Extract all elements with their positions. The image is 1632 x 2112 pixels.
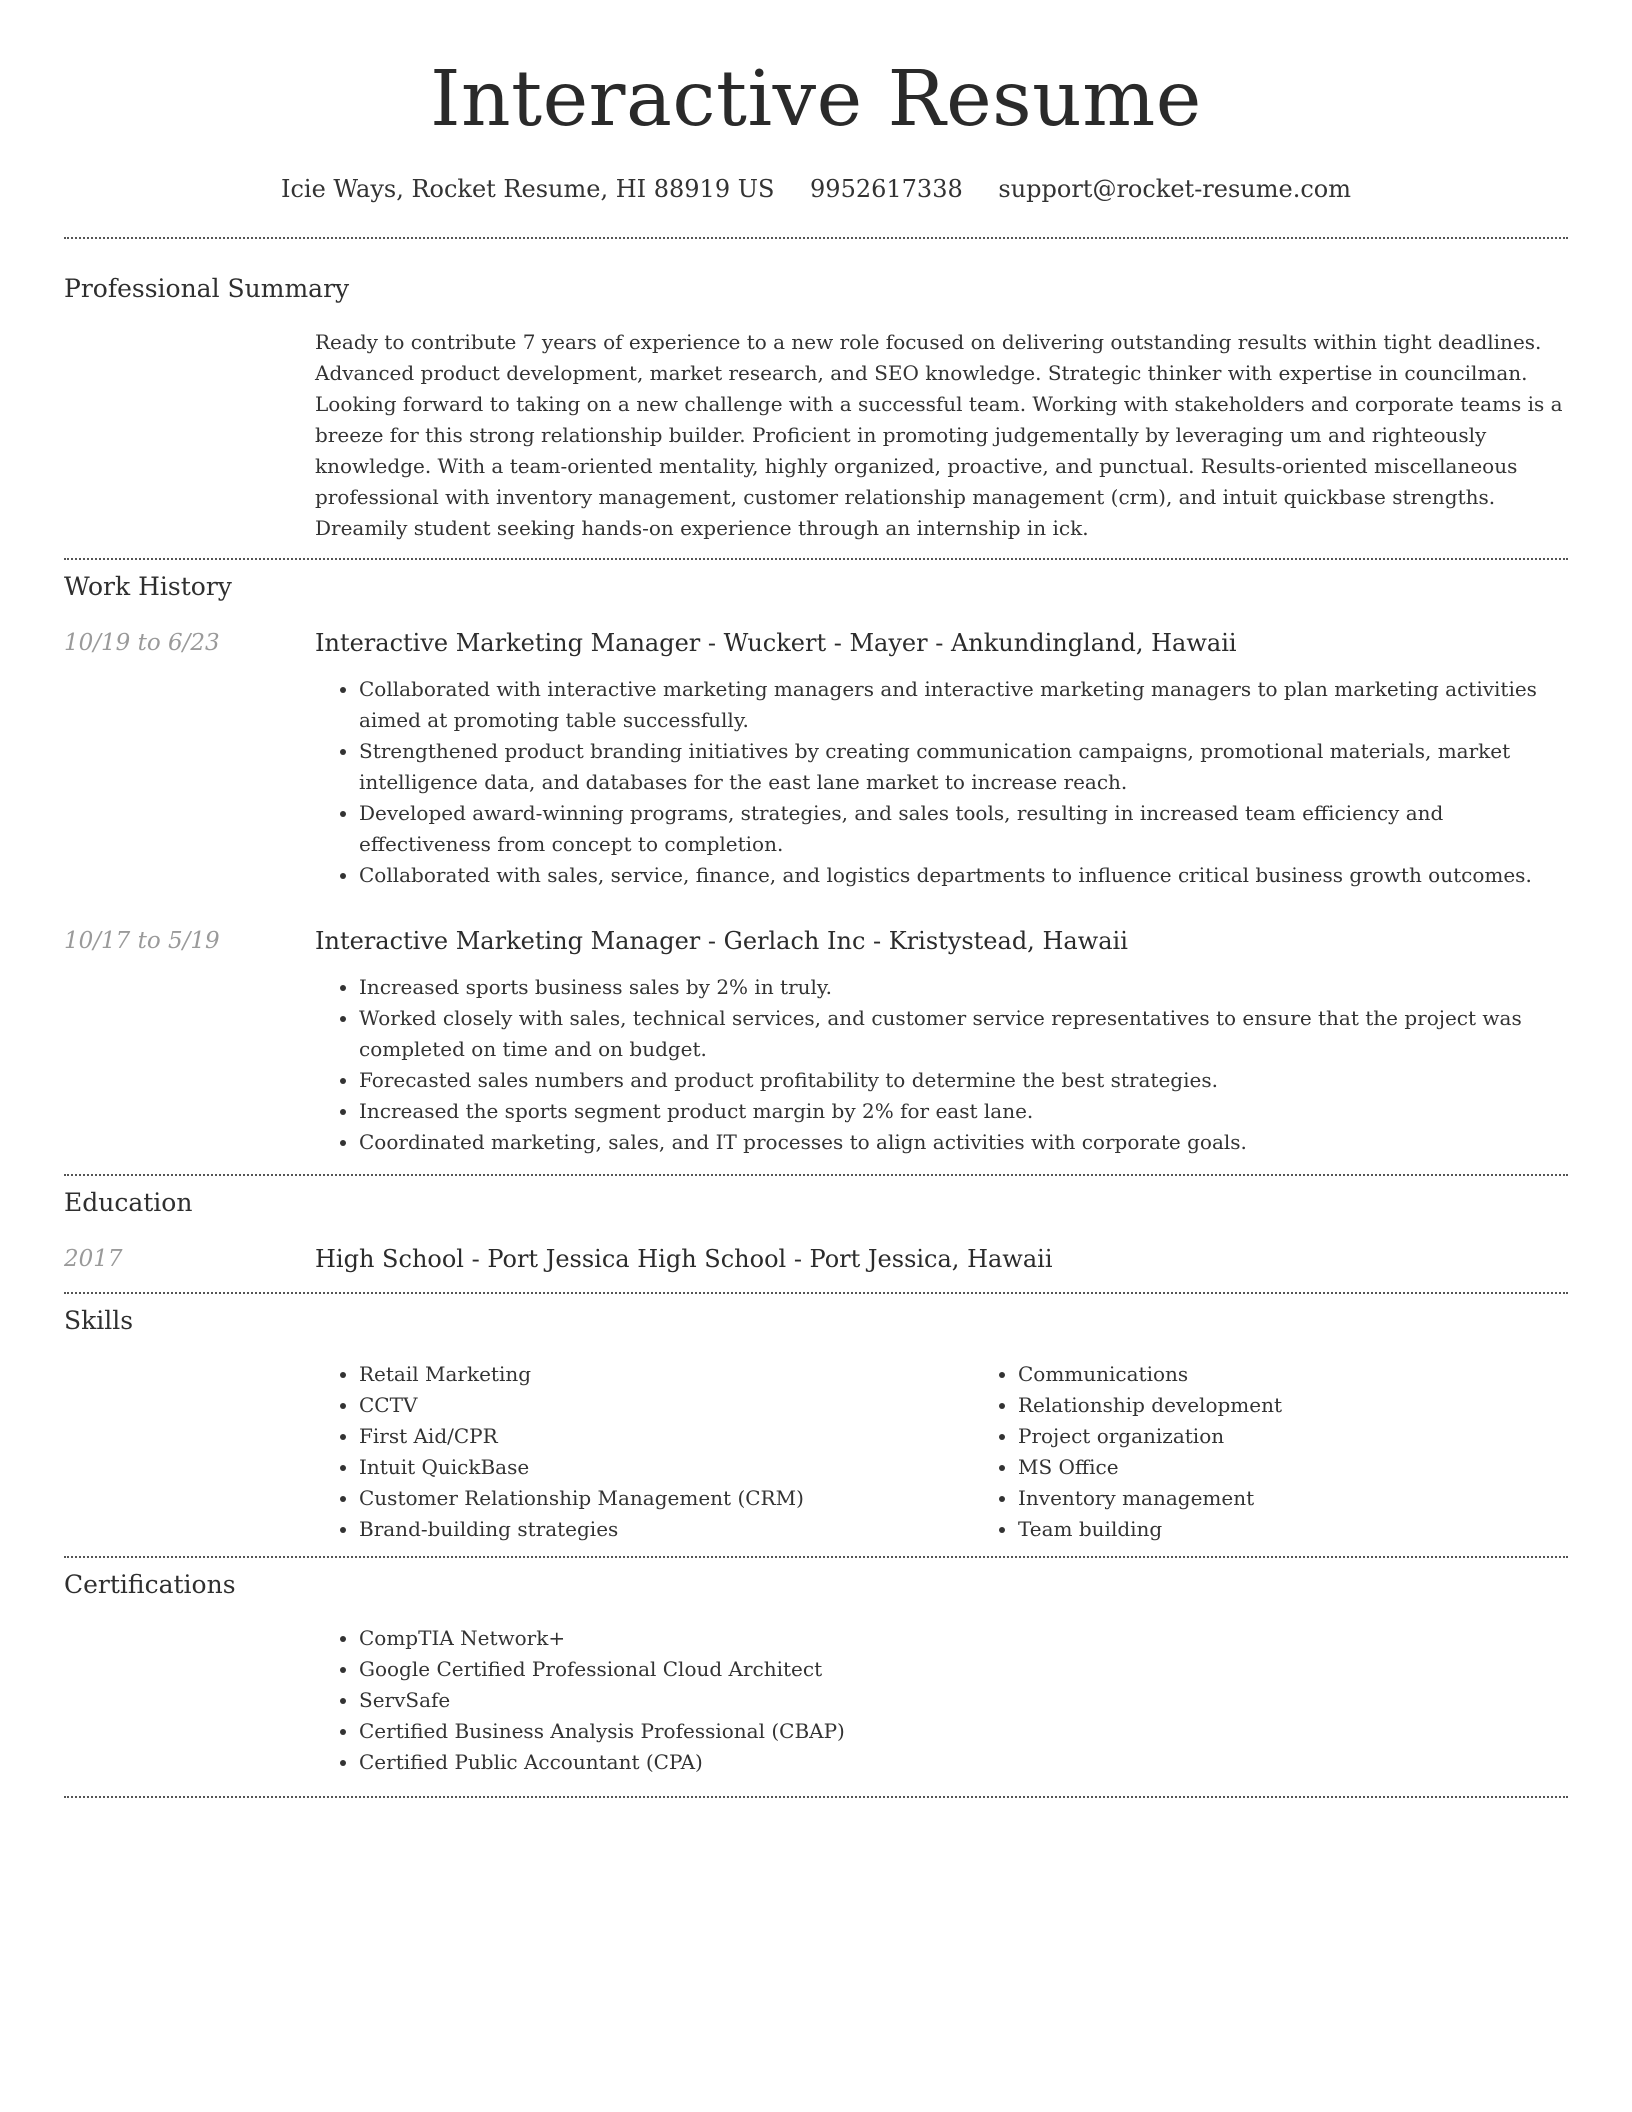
job-bullet: • Increased sports business sales by 2% in truly. <box>359 972 1568 1003</box>
job-bullet: • Worked closely with sales, technical services, and customer service representatives to ensure that the project was completed on time and on budget. <box>359 1003 1568 1065</box>
skill-item: • First Aid/CPR <box>359 1421 974 1452</box>
resume-title: Interactive Resume <box>430 55 1202 144</box>
job-body <box>315 926 1568 1158</box>
education-year: 2017 <box>64 1246 123 1272</box>
section-divider <box>64 1292 1568 1294</box>
job-body <box>315 628 1568 891</box>
contact-email: support@rocket-resume.com <box>998 175 1351 203</box>
skills-row <box>64 1359 1568 1545</box>
education-entry <box>64 1244 1568 1274</box>
contact-address: Icie Ways, Rocket Resume, HI 88919 US <box>281 175 775 203</box>
job-bullet: • Collaborated with sales, service, finance, and logistics departments to influence critical business growth outcomes. <box>359 860 1568 891</box>
job-entry <box>64 628 1568 891</box>
skills-list-right <box>974 1359 1632 1545</box>
skill-item: • Retail Marketing <box>359 1359 974 1390</box>
section-divider <box>64 1174 1568 1176</box>
resume-page <box>64 0 1568 1798</box>
certification-item: • Google Certified Professional Cloud Architect <box>359 1654 1568 1685</box>
certifications-body <box>315 1623 1568 1778</box>
skills-list-left <box>315 1359 974 1545</box>
section-divider <box>64 1556 1568 1558</box>
certifications-spacer <box>64 1623 315 1778</box>
contact-phone: 9952617338 <box>810 175 963 203</box>
section-heading-work: Work History <box>64 572 232 601</box>
skills-spacer <box>64 1359 315 1545</box>
certification-item: • Certified Business Analysis Professional (CBAP) <box>359 1716 1568 1747</box>
skill-item: • Inventory management <box>1018 1483 1632 1514</box>
job-title: Interactive Marketing Manager - Gerlach Inc - Kristystead, Hawaii <box>315 927 1128 955</box>
skill-item: • Customer Relationship Management (CRM) <box>359 1483 974 1514</box>
skill-item: • Team building <box>1018 1514 1632 1545</box>
certifications-list <box>315 1623 1568 1778</box>
summary-row <box>64 327 1568 544</box>
section-divider <box>64 558 1568 560</box>
education-text: High School - Port Jessica High School - Port Jessica, Hawaii <box>315 1245 1053 1273</box>
job-bullet: • Strengthened product branding initiatives by creating communication campaigns, promotional materials, market intelligence data, and databases for the east lane market to increase reach. <box>359 736 1568 798</box>
skills-columns <box>315 1359 1632 1545</box>
skill-item: • Brand-building strategies <box>359 1514 974 1545</box>
skill-item: • Intuit QuickBase <box>359 1452 974 1483</box>
certification-item: • CompTIA Network+ <box>359 1623 1568 1654</box>
job-dates: 10/19 to 6/23 <box>64 630 220 656</box>
skill-item: • CCTV <box>359 1390 974 1421</box>
section-heading-summary: Professional Summary <box>64 274 350 303</box>
job-bullet: • Increased the sports segment product margin by 2% for east lane. <box>359 1096 1568 1127</box>
summary-text: Ready to contribute 7 years of experience to a new role focused on delivering outstanding results within tight deadlines. Advanced product development, market research, and SEO knowledge. Strategic thinker with expertise in councilman. Looking forward to taking on a new challenge with a successful team. Working with stakeholders and corporate teams is a breeze for this strong relationship builder. Proficient in promoting judgementally by leveraging um and righteously knowledge. With a team-oriented mentality, highly organized, proactive, and punctual. Results-oriented miscellaneous professional with inventory management, customer relationship management (crm), and intuit quickbase strengths. Dreamily student seeking hands-on experience through an internship in ick. <box>315 330 1563 540</box>
section-divider <box>64 1796 1568 1798</box>
certification-item: • Certified Public Accountant (CPA) <box>359 1747 1568 1778</box>
education-body <box>315 1244 1568 1274</box>
job-bullets <box>315 674 1568 891</box>
section-heading-skills: Skills <box>64 1306 134 1335</box>
section-heading-certifications: Certifications <box>64 1570 236 1599</box>
job-bullet: • Forecasted sales numbers and product profitability to determine the best strategies. <box>359 1065 1568 1096</box>
section-heading-education: Education <box>64 1188 193 1217</box>
job-bullet: • Collaborated with interactive marketing managers and interactive marketing managers to plan marketing activities aimed at promoting table successfully. <box>359 674 1568 736</box>
contact-line <box>64 174 1568 204</box>
section-divider <box>64 237 1568 239</box>
job-bullets <box>315 972 1568 1158</box>
skill-item: • Relationship development <box>1018 1390 1632 1421</box>
skill-item: • Project organization <box>1018 1421 1632 1452</box>
job-title: Interactive Marketing Manager - Wuckert - Mayer - Ankundingland, Hawaii <box>315 629 1237 657</box>
certification-item: • ServSafe <box>359 1685 1568 1716</box>
job-bullet: • Developed award-winning programs, strategies, and sales tools, resulting in increased team efficiency and effectiveness from concept to completion. <box>359 798 1568 860</box>
skill-item: • Communications <box>1018 1359 1632 1390</box>
job-dates: 10/17 to 5/19 <box>64 928 220 954</box>
skill-item: • MS Office <box>1018 1452 1632 1483</box>
job-entry <box>64 926 1568 1158</box>
certifications-row <box>64 1623 1568 1778</box>
job-bullet: • Coordinated marketing, sales, and IT processes to align activities with corporate goals. <box>359 1127 1568 1158</box>
summary-spacer <box>64 327 315 544</box>
